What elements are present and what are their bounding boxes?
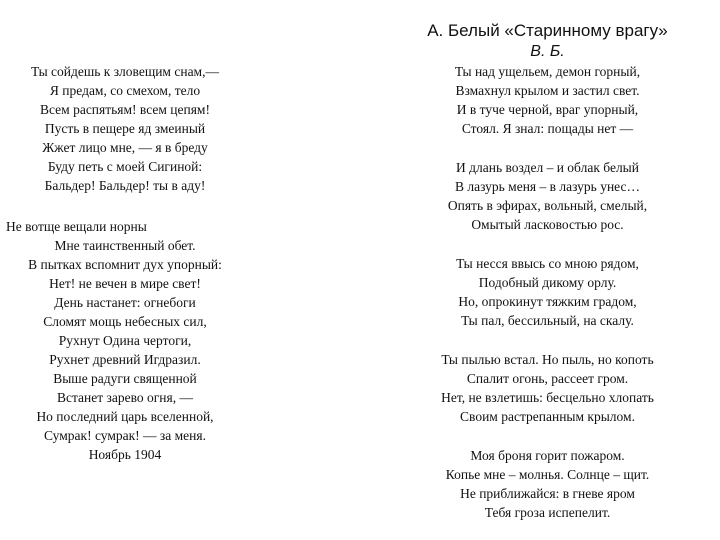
poem-line: Выше радуги священной (53, 371, 197, 386)
poem-line: Тебя гроза испепелит. (484, 505, 611, 520)
poem-date: Ноябрь 1904 (88, 447, 162, 462)
poem-line: Не приближайся: в гневе яром (460, 486, 635, 501)
poem-line: Встанет зарево огня, — (57, 390, 193, 405)
poem-line: Пусть в пещере яд змеиный (44, 121, 206, 136)
author-initials: В. Б. (530, 43, 565, 60)
poem-line: Буду петь с моей Сигиной: (47, 159, 203, 174)
poem-line: Сумрак! сумрак! — за меня. (44, 428, 206, 443)
page-title: А. Белый «Старинному врагу» (427, 21, 668, 40)
poem-line: Стоял. Я знал: пощады нет — (461, 121, 634, 136)
poem-line: Нет, не взлетишь: бесцельно хлопать (441, 390, 654, 405)
poem-line: Рухнут Одина чертоги, (58, 333, 192, 348)
poem-line: Ты несся ввысь со мною рядом, (456, 256, 639, 271)
poem-line: Омытый ласковостью рос. (471, 217, 624, 232)
poem-line: Подобный дикому орлу. (478, 275, 617, 290)
poem-line: Нет! не вечен в мире свет! (49, 276, 201, 291)
poem-line: Ты пылью встал. Но пыль, но копоть (441, 352, 654, 367)
poem-line: День настанет: огнебоги (54, 295, 196, 310)
poem-line: Но, опрокинут тяжким градом, (458, 294, 637, 309)
poem-line: Ты сойдешь к зловещим снам,— (31, 64, 219, 79)
poem-line: Бальдер! Бальдер! ты в аду! (44, 178, 206, 193)
poem-line: Рухнет древний Игдразил. (49, 352, 201, 367)
poem-line: Я предам, со смехом, тело (49, 83, 201, 98)
poem-line: И в туче черной, враг упорный, (456, 102, 639, 117)
poem-line: Моя броня горит пожаром. (470, 448, 625, 463)
poem-line: Мне таинственный обет. (54, 238, 196, 253)
poem-line: Ты над ущельем, демон горный, (454, 64, 641, 79)
poem-line: Опять в эфирах, вольный, смелый, (447, 198, 648, 213)
poem-line: Всем распятьям! всем цепям! (40, 102, 210, 117)
poem-line: Взмахнул крылом и застил свет. (455, 83, 640, 98)
poem-line: Сломят мощь небесных сил, (43, 314, 207, 329)
poem-line: Не вотще вещали норны (6, 219, 147, 234)
poem-line: Своим растрепанным крылом. (460, 409, 635, 424)
poem-line: Спалит огонь, рассеет гром. (466, 371, 629, 386)
poem-line: Копье мне – молнья. Солнце – щит. (445, 467, 650, 482)
poem-line: В пытках вспомнит дух упорный: (28, 257, 222, 272)
poem-line: И длань воздел – и облак белый (456, 160, 639, 175)
poem-line: Жжет лицо мне, — я в бреду (42, 140, 208, 155)
poem-line: Но последний царь вселенной, (36, 409, 214, 424)
poem-line: Ты пал, бессильный, на скалу. (461, 313, 634, 328)
poem-line: В лазурь меня – в лазурь унес… (454, 179, 640, 194)
